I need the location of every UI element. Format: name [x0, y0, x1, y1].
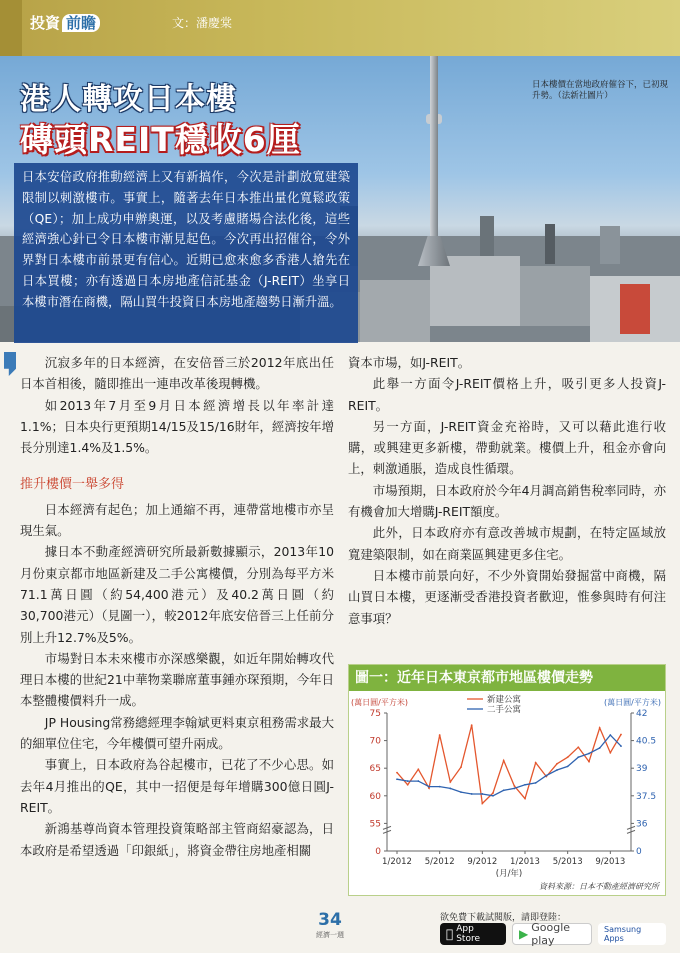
- data-point: [503, 789, 505, 791]
- tokyo-skytree-tower: [430, 50, 438, 260]
- data-point: [471, 793, 473, 795]
- data-point: [535, 762, 537, 764]
- y-axis-label-right: (萬日圓/平方米): [604, 698, 661, 707]
- data-point: [417, 780, 419, 782]
- legend-label: 新建公寓: [487, 695, 522, 705]
- paragraph: 日本經濟有起色；加上通縮不再，連帶當地樓市亦呈現生氣。: [20, 501, 334, 539]
- price-trend-chart: [348, 664, 666, 896]
- data-point: [567, 765, 569, 767]
- google-play-label: Google play: [531, 921, 571, 947]
- y-tick-label-left: 70: [369, 736, 381, 747]
- data-point: [599, 747, 601, 749]
- chart-plot: [349, 691, 665, 896]
- samsung-apps-label: Samsung Apps: [604, 925, 642, 943]
- data-point: [535, 782, 537, 784]
- download-prompt: 欲免費下載試閱版，請即登陸：: [440, 913, 567, 923]
- paragraph: 事實上，日本政府為谷起樓市，已花了不少心思。如去年4月推出的QE，其中一招便是每年增購300億日圓J-REIT。: [20, 757, 334, 815]
- data-point: [481, 793, 483, 795]
- headline-line2: 磚頭REIT穩收6厘: [20, 120, 301, 159]
- app-store-badge[interactable]: [440, 923, 506, 945]
- data-point: [545, 775, 547, 777]
- data-point: [609, 752, 611, 754]
- x-tick-label: 1/2012: [382, 857, 412, 867]
- play-icon: ▶: [519, 927, 529, 941]
- data-point: [449, 781, 451, 783]
- intro-paragraph: 日本安倍政府推動經濟上又有新搞作，今次是計劃放寬建築限制以刺激樓市。事實上，隨著去年日本推出量化寬鬆政策（QE）；加上成功申辦奧運，以及考慮賭場合法化後，這些經濟強心針已令日本樓市漸見起色。今次再出招催谷，令外界對日本樓市前景更有信心。近期已愈來愈多香港人搶先在日本買樓；亦有透過日本房地產信託基金（J-REIT）坐享日本樓市潛在商機，隔山買牛投資日本房地產趨勢日漸升溫。: [14, 163, 358, 343]
- data-point: [460, 791, 462, 793]
- y-tick-label-left: 0: [375, 847, 381, 857]
- paragraph: JP Housing常務總經理李翰斌更料東京租務需求最大的細單位住宅，今年樓價可望升兩成。: [20, 714, 334, 752]
- data-point: [609, 734, 611, 736]
- article-left-column: [20, 352, 334, 861]
- app-store-label: App Store: [449, 929, 494, 939]
- data-point: [620, 745, 622, 747]
- google-play-badge[interactable]: [512, 923, 592, 945]
- data-point: [407, 784, 409, 786]
- data-point: [449, 788, 451, 790]
- data-point: [439, 734, 441, 736]
- app-badges: [440, 923, 666, 945]
- quote-icon: [4, 352, 16, 376]
- x-tick-label: 9/2013: [595, 857, 626, 867]
- data-point: [513, 788, 515, 790]
- article-right-column: [348, 352, 666, 629]
- apple-icon: [446, 927, 453, 941]
- paragraph: 據日本不動產經濟研究所最新數據顯示，2013年10月份東京都市地區新建及二手公寓樓價，分別為每平方米71.1萬日圓（約54,400港元）及40.2萬日圓（約30,700港元）（見圖一），較2012年底安倍晉三上任前分別上升12.7%及5%。: [20, 544, 334, 645]
- data-point: [620, 734, 622, 736]
- publication-name: 經濟一週: [316, 931, 344, 939]
- y-tick-label-left: 65: [369, 764, 381, 775]
- y-tick-label-right: 40.5: [636, 736, 657, 747]
- page-number-value: 34: [318, 910, 342, 930]
- paragraph: 資本市場，如J-REIT。: [348, 355, 471, 370]
- chart-title: 圖一：近年日本東京都市地區樓價走勢: [349, 665, 665, 691]
- paragraph: 日本樓市前景向好，不少外資開始發掘當中商機，隔山買日本樓，更逐漸受香港投資者歡迎，惟參與時有何注意事項？: [348, 567, 666, 626]
- data-point: [524, 798, 526, 800]
- data-point: [396, 778, 398, 780]
- legend-label: 二手公寓: [487, 705, 522, 715]
- headline-line1: 港人轉攻日本樓: [20, 82, 237, 117]
- data-point: [524, 784, 526, 786]
- series-line: [397, 735, 621, 796]
- data-point: [556, 763, 558, 765]
- paragraph: 如2013年7月至9月日本經濟增長以年率計達1.1%；日本央行更預期14/15及15/16財年，經濟按年增長分別達1.4%及1.5%。: [20, 397, 334, 456]
- x-axis-label: (月/年): [495, 869, 523, 879]
- data-point: [407, 780, 409, 782]
- page-number: [300, 910, 360, 950]
- x-tick-label: 9/2012: [467, 857, 498, 867]
- photo-caption: 日本樓價在當地政府催谷下，已初現升勢。（法新社圖片）: [532, 80, 669, 101]
- paragraph: 市場預期，日本政府於今年4月調高銷售稅率同時，亦有機會加大增購J-REIT額度。: [348, 482, 666, 520]
- data-point: [492, 792, 494, 794]
- chart-source: 資料來源：日本不動產經濟研究所: [539, 882, 659, 891]
- section-highlight: 前瞻: [62, 14, 100, 32]
- y-tick-label-left: 75: [369, 709, 381, 719]
- y-axis-label-left: (萬日圓/平方米): [351, 698, 408, 707]
- y-tick-label-right: 39: [636, 764, 648, 775]
- data-point: [599, 727, 601, 729]
- data-point: [460, 766, 462, 768]
- data-point: [556, 769, 558, 771]
- paragraph: 新鴻基尊尚資本管理投資策略部主管商紹豪認為，日本政府是希望透過「印銀紙」，將資金帶往房地產相關: [20, 821, 334, 858]
- data-point: [428, 786, 430, 788]
- author-byline: 文：潘慶棠: [172, 16, 233, 30]
- paragraph: 另一方面，J-REIT資金充裕時，又可以藉此進行收購，或興建更多新樓，帶動就業。樓價上升，租金亦會向上，刺激通脹，造成良性循環。: [348, 418, 666, 477]
- section-prefix: 投資: [30, 14, 61, 32]
- y-tick-label-right: 37.5: [636, 791, 657, 802]
- y-tick-label-right: 36: [636, 819, 648, 830]
- series-line: [397, 725, 621, 803]
- data-point: [503, 760, 505, 762]
- data-point: [396, 772, 398, 774]
- section-tag: [30, 12, 100, 33]
- x-tick-label: 1/2013: [510, 857, 540, 867]
- data-point: [471, 724, 473, 726]
- section-header: [0, 0, 680, 56]
- subheading: 推升樓價一舉多得: [20, 477, 125, 493]
- data-point: [492, 795, 494, 797]
- paragraph: 沉寂多年的日本經濟，在安倍晉三於2012年底出任日本首相後，隨即推出一連串改革後現轉機。: [20, 355, 334, 392]
- data-point: [577, 746, 579, 748]
- data-point: [588, 753, 590, 755]
- paragraph: 市場對日本未來樓市亦深感樂觀，如近年開始轉攻代理日本樓的世紀21中華物業聯席董事鍾亦琛預期，今年日本整體樓價料升一成。: [20, 650, 334, 709]
- paragraph: 此外，日本政府亦有意改善城市規劃，在特定區域放寬建築限制，如在商業區興建更多住宅。: [348, 525, 666, 562]
- data-point: [513, 785, 515, 787]
- samsung-apps-badge[interactable]: [598, 923, 666, 945]
- y-tick-label-right: 42: [636, 709, 648, 719]
- data-point: [439, 786, 441, 788]
- y-tick-label-right: 0: [636, 847, 642, 857]
- data-point: [577, 756, 579, 758]
- data-point: [417, 768, 419, 770]
- x-tick-label: 5/2013: [552, 857, 583, 867]
- data-point: [567, 756, 569, 758]
- data-point: [588, 761, 590, 763]
- paragraph: 此舉一方面令J-REIT價格上升，吸引更多人投資J-REIT。: [348, 376, 666, 413]
- y-tick-label-left: 60: [369, 791, 381, 802]
- data-point: [481, 803, 483, 805]
- y-tick-label-left: 55: [369, 819, 381, 830]
- x-tick-label: 5/2012: [424, 857, 455, 867]
